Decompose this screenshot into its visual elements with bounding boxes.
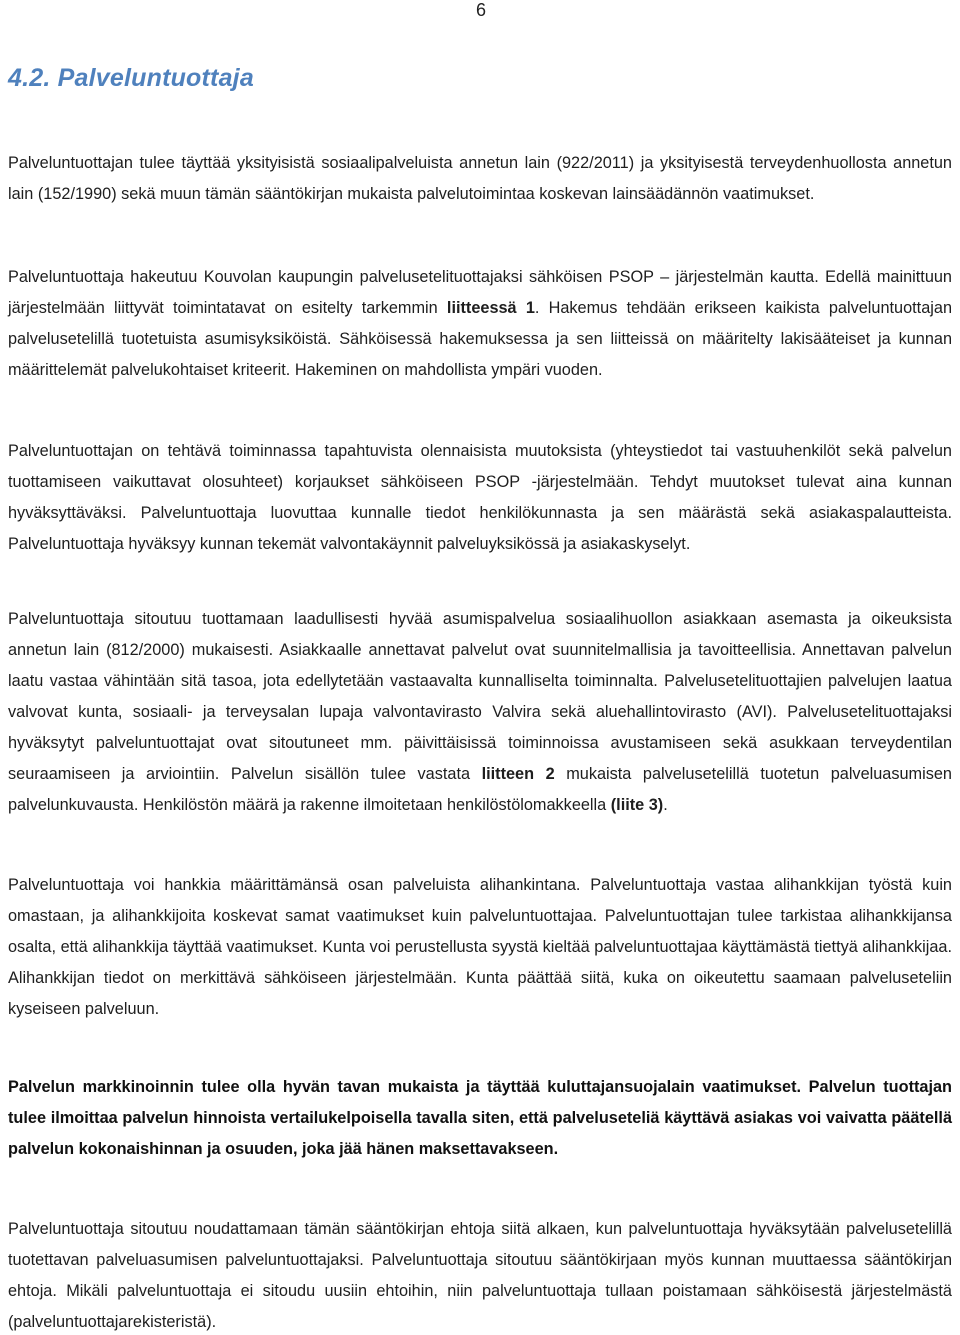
paragraph-text: Palveluntuottaja hakeutuu Kouvolan kaupungin palvelusetelituottajaksi sähköisen PSOP – järjestelmän kautta. Edellä mainittuun järjestelmään liittyvät toimintatavat on esitelty tarkemmin [8,268,952,317]
paragraph-service-quality [8,604,952,821]
page-number: 6 [476,0,487,20]
paragraph-subcontracting: Palveluntuottaja voi hankkia määrittämänsä osan palveluista alihankintana. Palveluntuottaja vastaa alihankkijan työstä kuin omastaan, ja alihankkijoita koskevat samat vaatimukset kuin palveluntuottajaa. Palveluntuottajan tulee tarkistaa alihankkijansa osalta, että alihankkija täyttää vaatimukset. Kunta voi perustellusta syystä kieltää palveluntuottajaa käyttämästä tiettyä alihankkijaa. Alihankkijan tiedot on merkittävä sähköiseen järjestelmään. Kunta päättää siitä, kuka on oikeutettu saamaan palveluseteliin kyseiseen palveluun. [8,876,952,1018]
attachment-reference: liitteessä 1 [446,299,535,317]
paragraph-text: . Hakemus tehdään erikseen kaikista palveluntuottajan palvelusetelillä tuotetuista asumisyksiköistä. Sähköisessä hakemuksessa ja sen liitteissä on määritelty lakisääteiset ja kunnan määrittelemät palvelukohtaiset kriteerit. Hakeminen on mahdollista ympäri vuoden. [8,299,952,379]
paragraph-commitment: Palveluntuottaja sitoutuu noudattamaan tämän sääntökirjan ehtoja siitä alkaen, kun palveluntuottaja hyväksytään palvelusetelillä tuotettavan palveluasumisen palveluntuottajaksi. Palveluntuottaja sitoutuu sääntökirjaan myös kunnan muuttaessa sääntökirjan ehtoja. Mikäli palveluntuottaja ei sitoudu uusiin ehtoihin, niin palveluntuottaja tullaan poistamaan sähköisestä järjestelmästä (palveluntuottajarekisteristä). [8,1220,952,1331]
paragraph-change-reporting: Palveluntuottajan on tehtävä toiminnassa tapahtuvista olennaisista muutoksista (yhteystiedot tai vastuuhenkilöt sekä palvelun tuottamiseen vaikuttavat olosuhteet) korjaukset sähköiseen PSOP -järjestelmään. Tehdyt muutokset tulevat aina kunnan hyväksyttäväksi. Palveluntuottaja luovuttaa kunnalle tiedot henkilökunnasta ja sen määrästä sekä asiakaspalautteista. Palveluntuottaja hyväksyy kunnan tekemät valvontakäynnit palveluyksikössä ja asiakaskyselyt. [8,442,952,553]
attachment-reference: (liite 3) [610,796,664,814]
paragraph-text: . [663,796,668,814]
paragraph-marketing: Palvelun markkinoinnin tulee olla hyvän tavan mukaista ja täyttää kuluttajansuojalain vaatimukset. Palvelun tuottajan tulee ilmoittaa palvelun hinnoista vertailukelpoisella tavalla siten, että palveluseteliä käyttävä asiakas voi vaivatta päätellä palvelun kokonaishinnan ja osuuden, joka jää hänen maksettavakseen. [8,1078,952,1158]
paragraph-text: Palveluntuottaja sitoutuu tuottamaan laadullisesti hyvää asumispalvelua sosiaalihuollon asiakkaan asemasta ja oikeuksista annetun lain (812/2000) mukaisesti. Asiakkaalle annettavat palvelut ovat suunnitelmallisia ja tavoitteellisia. Annettavan palvelun laatu vastaa vähintään sitä tasoa, jota edellytetään vastaavalta kunnalliselta toiminnalta. Palvelusetelituottajien palvelujen laatua valvovat kunta, sosiaali- ja terveysalan lupaja valvontavirasto Valvira sekä aluehallintovirasto (AVI). Palvelusetelituottajaksi hyväksytyt palveluntuottajat ovat sitoutuneet mm. päivittäisissä toiminnoissa avustamiseen sekä asukkaan terveydentilan seuraamiseen ja arviointiin. Palvelun sisällön tulee vastata [8,610,952,783]
section-heading: 4.2. Palveluntuottaja [8,64,254,92]
paragraph-application-process [8,262,952,386]
attachment-reference: liitteen 2 [481,765,555,783]
paragraph-text: mukaista palvelusetelillä tuotetun palveluasumisen palvelunkuvausta. Henkilöstön määrä ja rakenne ilmoitetaan henkilöstölomakkeella [8,765,952,814]
paragraph-service-provider-requirements: Palveluntuottajan tulee täyttää yksityisistä sosiaalipalveluista annetun lain (922/2011) ja yksityisestä terveydenhuollosta annetun lain (152/1990) sekä muun tämän sääntökirjan mukaista palvelutoimintaa koskevan lainsäädännön vaatimukset. [8,154,952,203]
